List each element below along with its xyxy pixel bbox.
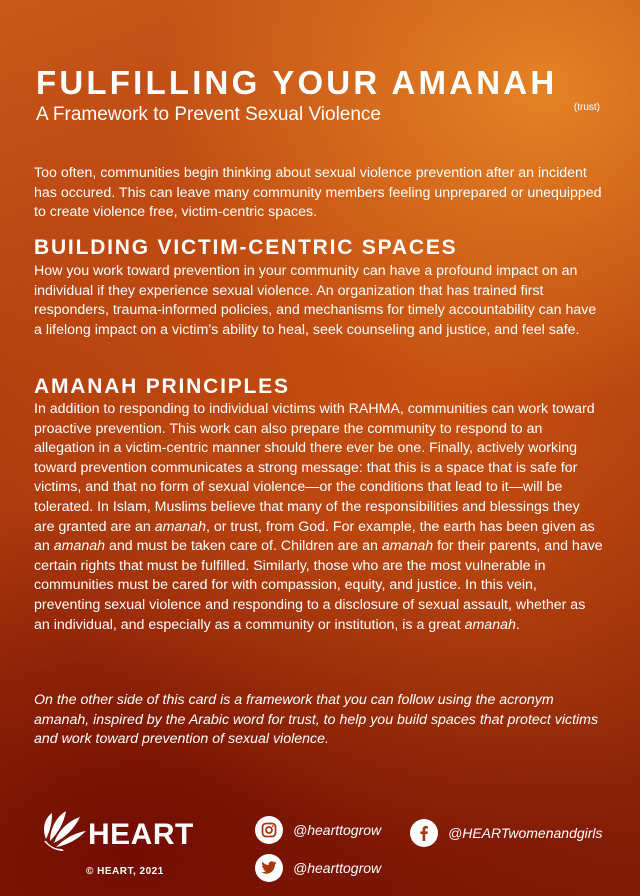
principles-text: . [515, 616, 520, 633]
principles-text: In addition to responding to individual victims with RAHMA, communities can work toward proactive prevention. This work can also prepare the community to respond to an allegation in a victim-centric manner should there ever be one. Finally, actively working toward prevention communicates a strong message: that this is a space that is safe for victims, and that no form of sexual violence—or the conditions that lead to it—will be tolerated. In Islam, Muslims believe that many of the responsibilities and blessings they are granted are an [34, 401, 595, 535]
facebook-icon [417, 825, 431, 841]
twitter-handle: @hearttogrow [293, 860, 382, 876]
trust-note: (trust) [573, 102, 600, 113]
copyright: © HEART, 2021 [86, 866, 164, 877]
heart-logo [38, 805, 208, 855]
amanah-emphasis: amanah [381, 538, 434, 555]
building-paragraph: How you work toward prevention in your community can have a profound impact on an individual if they experience sexual violence. An organization that has trained first responders, trauma-informed policies, and mechanisms for timely accountability can have a lifelong impact on a victim’s ability to heal, seek counseling and justice, and feel safe. [34, 263, 597, 338]
amanah-emphasis: amanah [464, 616, 516, 633]
twitter-link[interactable] [255, 853, 381, 883]
facebook-handle: @HEARTwomenandgirls [448, 825, 603, 841]
intro-paragraph: Too often, communities begin thinking about sexual violence prevention after an incident has occured. This can leave many community members feeling unprepared or unequipped to create violence free, victim-centric spaces. [34, 165, 602, 221]
instagram-handle: @hearttogrow [293, 822, 382, 838]
page-subtitle: A Framework to Prevent Sexual Violence [36, 104, 381, 125]
principles-text: and must be taken care of. Children are an [105, 538, 382, 555]
logo-text: HEART [88, 818, 194, 851]
page-title: FULFILLING YOUR AMANAH [36, 64, 558, 101]
principles-heading: AMANAH PRINCIPLES [34, 375, 290, 398]
building-heading: BUILDING VICTIM-CENTRIC SPACES [34, 236, 458, 259]
principles-paragraph [34, 400, 604, 635]
closing-paragraph: On the other side of this card is a framework that you can follow using the acronym amanah, inspired by the Arabic word for trust, to help you build spaces that protect victims and work toward prevention of sexual violence. [34, 692, 599, 748]
facebook-link[interactable] [410, 818, 603, 848]
twitter-badge [255, 854, 283, 882]
instagram-badge [255, 816, 283, 844]
principles-text: , or trust, from God. For example, the earth has been given as an [34, 518, 595, 555]
facebook-badge [410, 819, 438, 847]
twitter-icon [261, 861, 277, 875]
instagram-link[interactable] [255, 815, 381, 845]
instagram-icon [261, 822, 277, 838]
principles-text: for their parents, and have certain rights that must be fulfilled. Similarly, those who are the most vulnerable in communities must be cared for with compassion, equity, and justice. In this vein, preventing sexual violence and responding to a disclosure of sexual assault, whether as an individual, and especially as a community or institution, is a great [34, 538, 603, 633]
amanah-emphasis: amanah [53, 538, 106, 555]
amanah-emphasis: amanah [154, 518, 206, 535]
heart-logo-icon [38, 805, 90, 855]
